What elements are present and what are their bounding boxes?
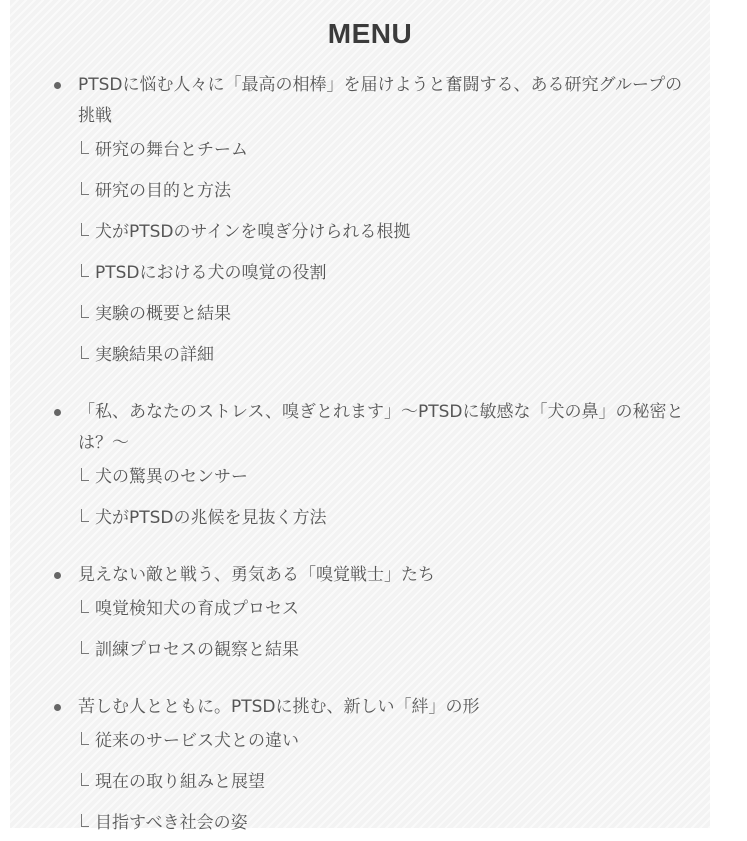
sub-item-label: 従来のサービス犬との違い — [95, 731, 299, 751]
bullet-dot-icon — [54, 704, 61, 711]
sub-item-label: 実験の概要と結果 — [95, 304, 231, 324]
sub-list — [78, 465, 690, 536]
sub-item-link[interactable] — [78, 343, 690, 373]
sub-item-label: 犬がPTSDの兆候を見抜く方法 — [95, 508, 327, 528]
sub-item-label: 訓練プロセスの観察と結果 — [95, 640, 299, 660]
sub-item-link[interactable] — [78, 597, 690, 627]
sub-list — [78, 597, 690, 668]
menu-title: MENU — [327, 18, 413, 49]
sub-list — [78, 138, 690, 373]
sub-item-link[interactable] — [78, 465, 690, 495]
sub-item-link[interactable] — [78, 138, 690, 168]
sub-item-link[interactable] — [78, 811, 690, 841]
sub-item-link[interactable] — [78, 220, 690, 250]
section-link[interactable]: PTSDに悩む人々に「最高の相棒」を届けようと奮闘する、ある研究グループの挑戦 — [78, 75, 683, 126]
corner-branch-icon — [81, 182, 89, 195]
sub-item-link[interactable] — [78, 261, 690, 291]
sub-item-label: PTSDにおける犬の嗅覚の役割 — [95, 263, 327, 283]
sub-item-label: 研究の舞台とチーム — [95, 140, 248, 160]
sub-item-label: 実験結果の詳細 — [95, 345, 214, 365]
sub-item-label: 嗅覚検知犬の育成プロセス — [95, 599, 299, 619]
sub-item-link[interactable] — [78, 302, 690, 332]
corner-branch-icon — [81, 732, 89, 745]
corner-branch-icon — [81, 509, 89, 522]
corner-branch-icon — [81, 346, 89, 359]
sub-item-link[interactable] — [78, 729, 690, 759]
menu-section — [50, 560, 690, 668]
corner-branch-icon — [81, 773, 89, 786]
section-link[interactable]: 見えない敵と戦う、勇気ある「嗅覚戦士」たち — [78, 565, 435, 585]
bullet-dot-icon — [54, 82, 61, 89]
corner-branch-icon — [81, 141, 89, 154]
table-of-contents — [10, 0, 710, 833]
sub-item-label: 現在の取り組みと展望 — [95, 772, 265, 792]
corner-branch-icon — [81, 305, 89, 318]
sub-item-label: 研究の目的と方法 — [95, 181, 231, 201]
sub-item-link[interactable] — [78, 770, 690, 800]
sub-item-link[interactable] — [78, 638, 690, 668]
menu-list — [50, 70, 690, 841]
corner-branch-icon — [81, 641, 89, 654]
sub-item-link[interactable] — [78, 179, 690, 209]
corner-branch-icon — [81, 223, 89, 236]
sub-item-link[interactable] — [78, 506, 690, 536]
section-link[interactable]: 苦しむ人とともに。PTSDに挑む、新しい「絆」の形 — [78, 697, 480, 717]
section-link[interactable]: 「私、あなたのストレス、嗅ぎとれます」〜PTSDに敏感な「犬の鼻」の秘密とは？〜 — [78, 402, 684, 453]
corner-branch-icon — [81, 468, 89, 481]
corner-branch-icon — [81, 600, 89, 613]
sub-list — [78, 729, 690, 841]
corner-branch-icon — [81, 264, 89, 277]
menu-section — [50, 70, 690, 373]
menu-section — [50, 692, 690, 841]
corner-branch-icon — [81, 814, 89, 827]
bullet-dot-icon — [54, 409, 61, 416]
sub-item-label: 犬がPTSDのサインを嗅ぎ分けられる根拠 — [95, 222, 411, 242]
sub-item-label: 犬の驚異のセンサー — [95, 467, 248, 487]
menu-section — [50, 397, 690, 536]
bullet-dot-icon — [54, 572, 61, 579]
sub-item-label: 目指すべき社会の姿 — [95, 813, 248, 833]
